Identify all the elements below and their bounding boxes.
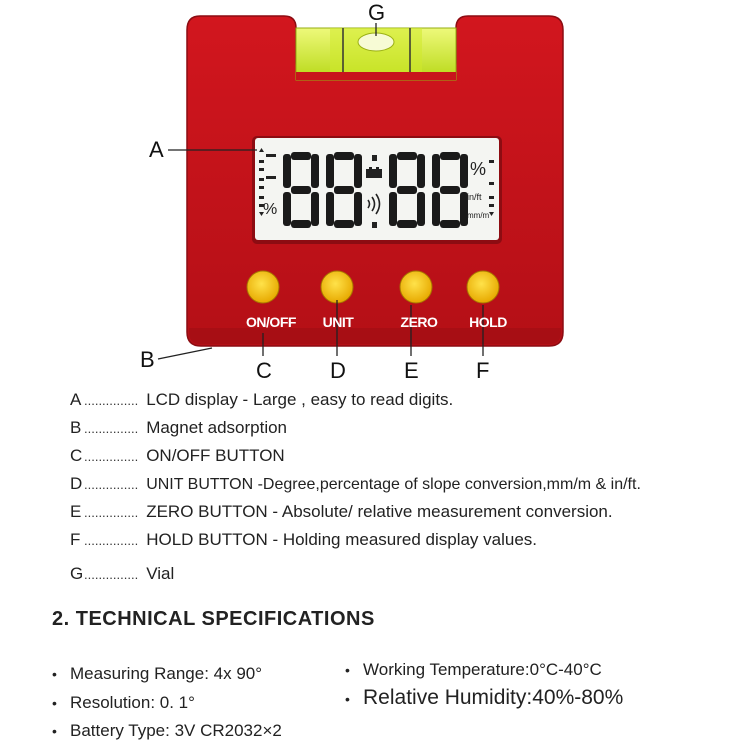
- spec-humidity-text: Relative Humidity:40%-80%: [363, 686, 624, 709]
- legend-row-d: [70, 474, 641, 496]
- lcd-unit-in-ft: in/ft: [467, 192, 482, 202]
- lcd-segment: [326, 154, 334, 188]
- legend-letter: B: [70, 418, 82, 437]
- lcd-segment: [460, 154, 468, 188]
- legend-dots: ...............: [84, 477, 139, 492]
- lcd-segment: [354, 154, 362, 188]
- legend-row-b: [70, 418, 287, 440]
- lcd-segment: [389, 192, 397, 226]
- legend-text: ON/OFF BUTTON: [146, 446, 285, 465]
- legend-dots: ...............: [84, 449, 139, 464]
- lcd-segment: [334, 186, 354, 194]
- bullet: •: [52, 666, 57, 682]
- legend-letter: C: [70, 446, 83, 465]
- unit-button-cap: [321, 271, 353, 303]
- lcd-segment: [283, 154, 291, 188]
- legend-dots: ...............: [84, 533, 139, 548]
- callout-letter-c: C: [256, 358, 272, 383]
- spec-working-temperature: [345, 660, 602, 680]
- legend-letter: F: [70, 530, 81, 549]
- lcd-segment: [334, 220, 354, 228]
- unit-button-label: UNIT: [322, 314, 354, 330]
- legend-text: ZERO BUTTON - Absolute/ relative measurement conversion.: [146, 502, 613, 521]
- lcd-segment: [291, 220, 311, 228]
- legend-row-a: [70, 390, 453, 412]
- lcd-segment: [417, 154, 425, 188]
- callout-letter-b: B: [140, 347, 155, 372]
- legend-row-g: [70, 564, 174, 586]
- bullet: •: [52, 723, 57, 739]
- spec-working-temperature-text: Working Temperature:0°C-40°C: [363, 660, 602, 679]
- lcd-segment: [432, 192, 440, 226]
- lcd-segment: [440, 152, 460, 160]
- zero-button-cap: [400, 271, 432, 303]
- legend-letter: A: [70, 390, 82, 409]
- on-off-button-cap: [247, 271, 279, 303]
- lcd-segment: [397, 220, 417, 228]
- spec-battery-text: Battery Type: 3V CR2032×2: [70, 721, 282, 740]
- lcd-segment: [397, 186, 417, 194]
- legend-row-c: [70, 446, 285, 468]
- lcd-colon-top: [372, 155, 377, 161]
- hold-button-label: HOLD: [469, 314, 507, 330]
- legend-text: Magnet adsorption: [146, 418, 288, 437]
- on-off-button-label: ON/OFF: [246, 314, 296, 330]
- callout-letter-a: A: [149, 137, 164, 162]
- lcd-left-percent: %: [263, 201, 278, 218]
- legend-text: Vial: [146, 564, 175, 583]
- lcd-segment: [291, 186, 311, 194]
- callout-letter-e: E: [404, 358, 419, 383]
- spec-measuring-range-text: Measuring Range: 4x 90°: [70, 664, 263, 683]
- spec-resolution: [52, 693, 195, 713]
- spec-humidity: [345, 686, 623, 710]
- hold-button-cap: [467, 271, 499, 303]
- spec-title: 2. TECHNICAL SPECIFICATIONS: [52, 608, 375, 630]
- callout-letter-f: F: [476, 358, 490, 383]
- legend-text: LCD display - Large , easy to read digits.: [146, 390, 454, 409]
- lcd-segment: [334, 152, 354, 160]
- legend-dots: ...............: [84, 505, 139, 520]
- lcd-segment: [440, 220, 460, 228]
- spec-measuring-range: [52, 664, 262, 684]
- zero-button-label: ZERO: [400, 314, 438, 330]
- lcd-unit-percent: %: [470, 159, 487, 179]
- legend-letter: D: [70, 474, 83, 493]
- legend-text: UNIT BUTTON -Degree,percentage of slope conversion,mm/m & in/ft.: [146, 476, 641, 493]
- legend-letter: E: [70, 502, 82, 521]
- lcd-colon-bottom: [372, 222, 377, 228]
- callout-letter-d: D: [330, 358, 346, 383]
- lcd-segment: [311, 154, 319, 188]
- legend-dots: ...............: [84, 393, 139, 408]
- callout-line-b: [158, 348, 212, 359]
- lcd-segment: [440, 186, 460, 194]
- bullet: •: [345, 691, 350, 707]
- legend-letter: G: [70, 564, 84, 583]
- bullet: •: [345, 662, 350, 678]
- bullet: •: [52, 695, 57, 711]
- vial-cover: [296, 72, 456, 80]
- spec-resolution-text: Resolution: 0. 1°: [70, 693, 195, 712]
- lcd-segment: [417, 192, 425, 226]
- legend-row-f: [70, 530, 537, 552]
- spec-battery: [52, 721, 282, 741]
- lcd-segment: [354, 192, 362, 226]
- lcd-segment: [283, 192, 291, 226]
- legend-dots: ...............: [84, 567, 139, 582]
- legend-dots: ...............: [84, 421, 139, 436]
- lcd-unit-mm-m: mm/m: [467, 211, 490, 220]
- lcd-segment: [291, 152, 311, 160]
- callout-letter-g: G: [368, 0, 386, 25]
- lcd-segment: [389, 154, 397, 188]
- device-body-shadow: [189, 328, 561, 344]
- legend-row-e: [70, 502, 613, 524]
- lcd-segment: [432, 154, 440, 188]
- lcd-segment: [397, 152, 417, 160]
- lcd-segment: [311, 192, 319, 226]
- lcd-segment: [326, 192, 334, 226]
- legend-text: HOLD BUTTON - Holding measured display values.: [146, 530, 538, 549]
